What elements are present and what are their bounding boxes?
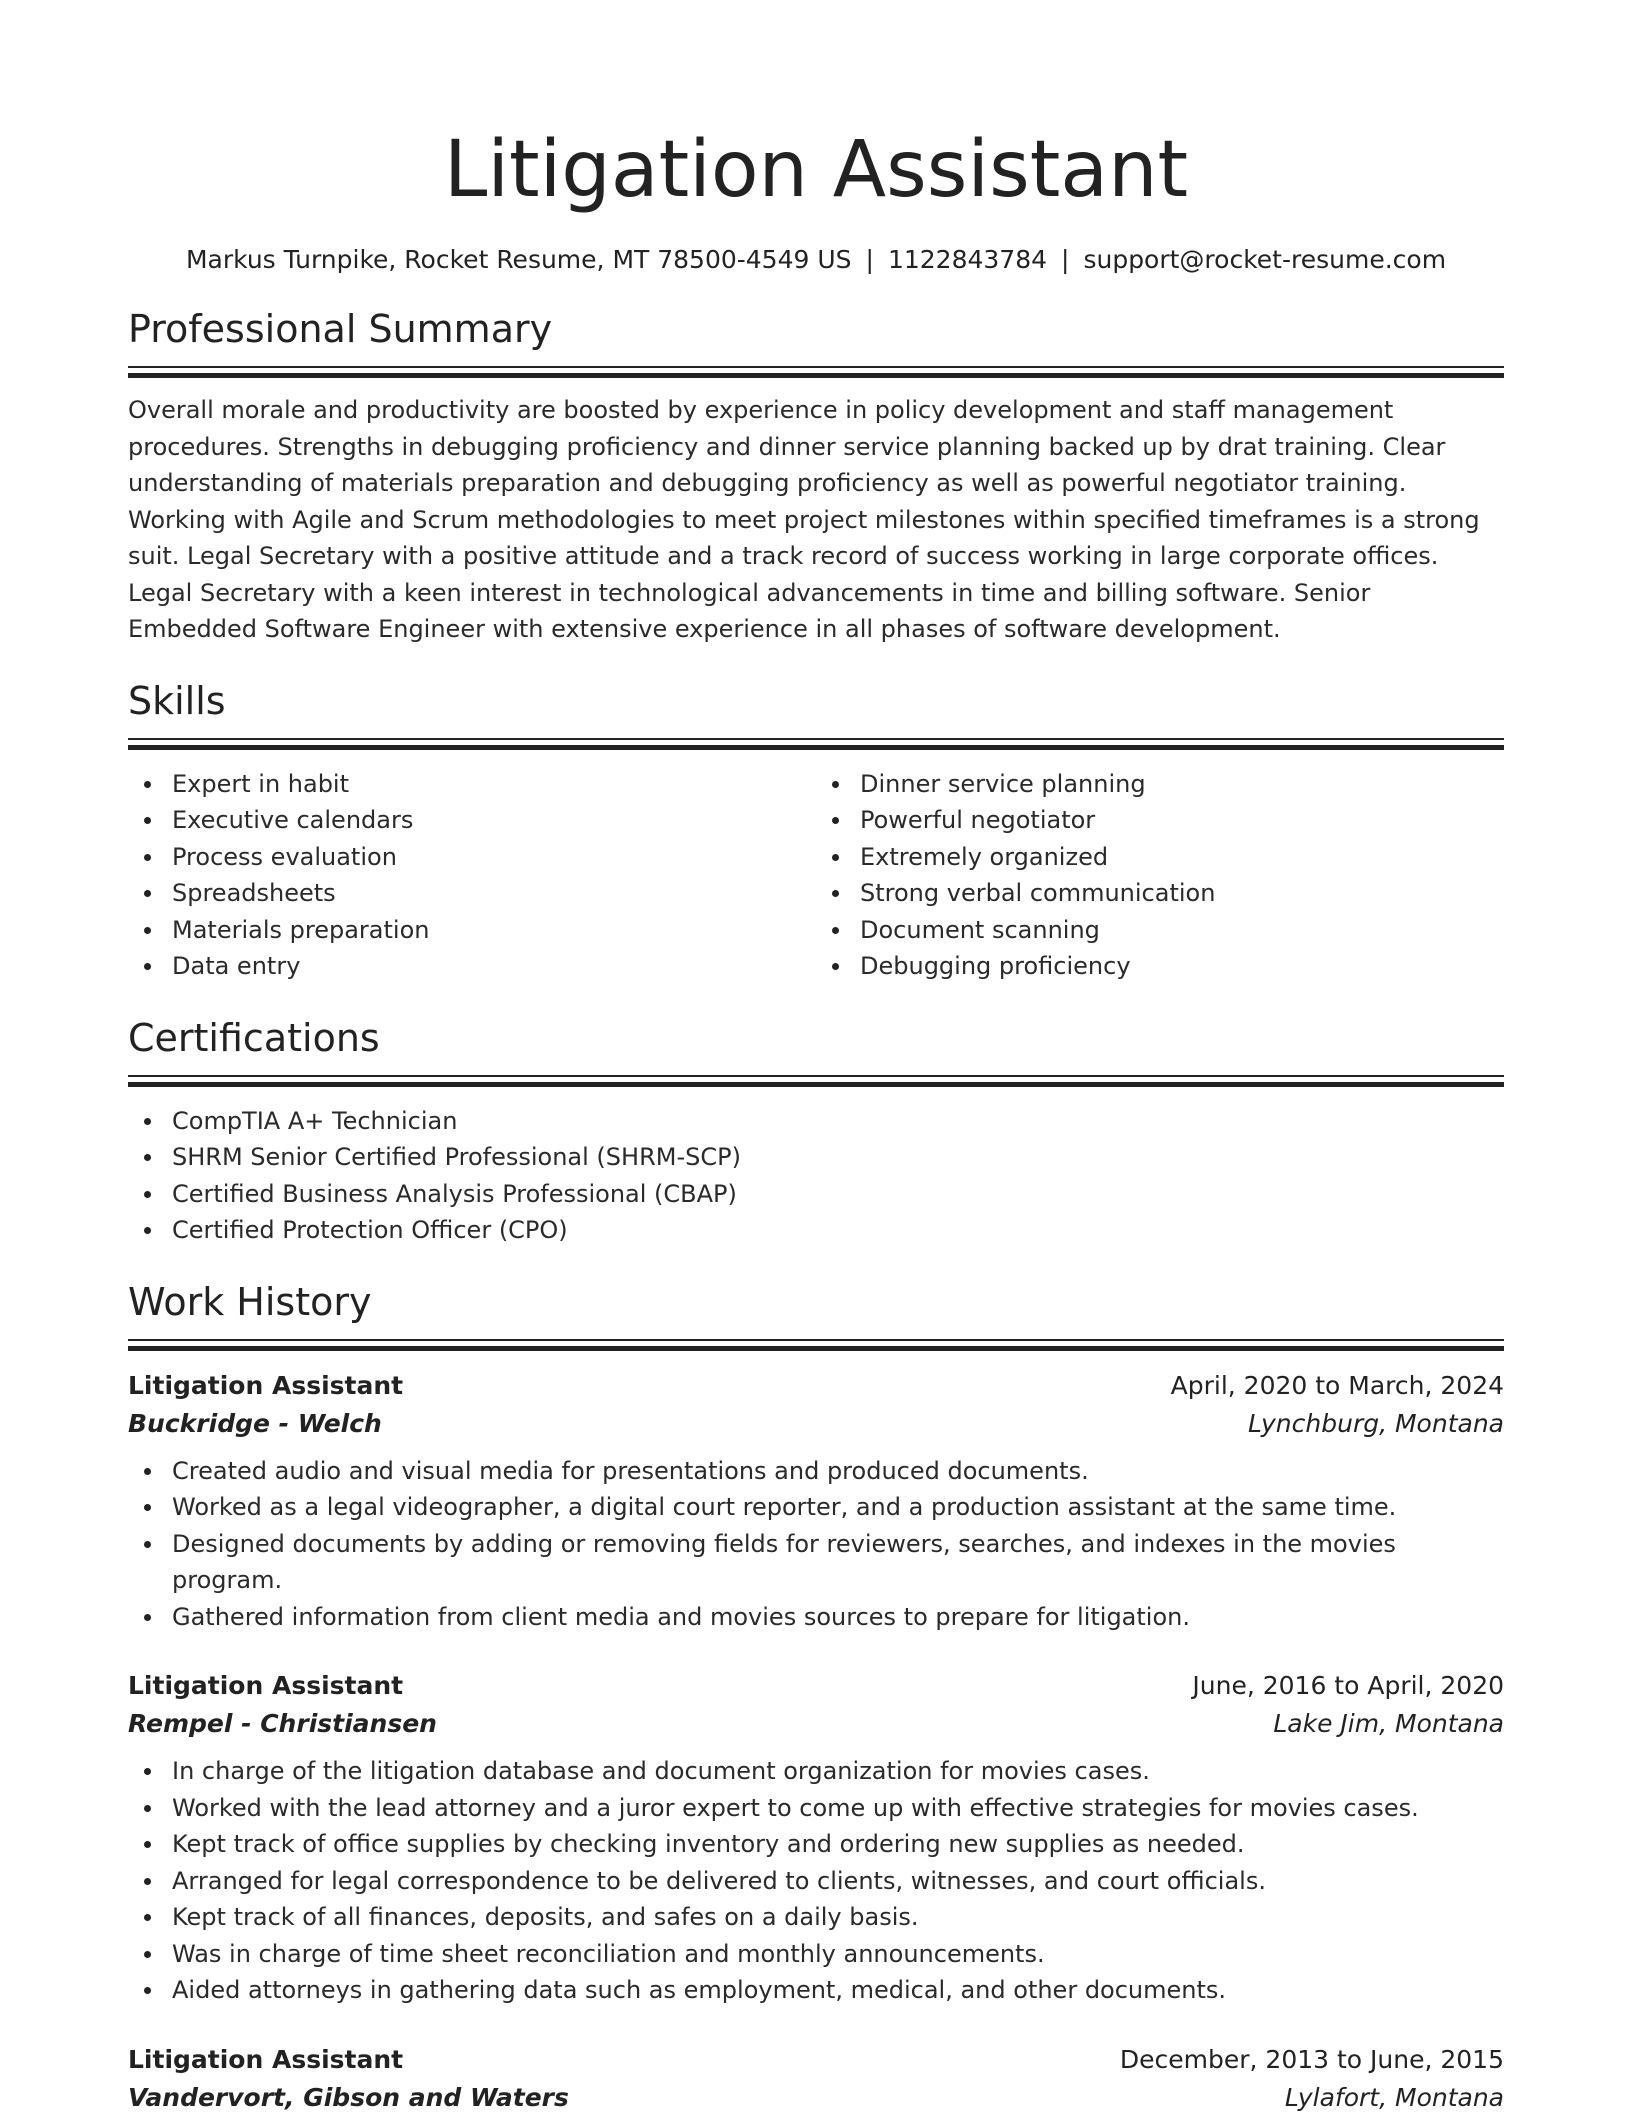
job-bullet: Gathered information from client media and movies sources to prepare for litigation.: [172, 1599, 1504, 1636]
job-subheader-row: [128, 1705, 1504, 1743]
skill-item: Debugging proficiency: [860, 948, 1504, 985]
certification-item: SHRM Senior Certified Professional (SHRM-SCP): [172, 1139, 1504, 1176]
job-bullet: Was in charge of time sheet reconciliation and monthly announcements.: [172, 1936, 1504, 1973]
skill-item: Materials preparation: [172, 912, 816, 949]
job-bullet: Worked with the lead attorney and a juror expert to come up with effective strategies for movies cases.: [172, 1790, 1504, 1827]
certifications-section: [128, 1015, 1504, 1249]
section-divider: [128, 738, 1504, 750]
contact-separator: |: [1061, 245, 1070, 274]
work-history-section: [128, 1279, 1504, 2117]
section-heading-work-history: Work History: [128, 1279, 372, 1324]
job-bullet: Kept track of office supplies by checking inventory and ordering new supplies as needed.: [172, 1826, 1504, 1863]
resume-title: Litigation Assistant: [443, 125, 1189, 215]
job-title: Litigation Assistant: [128, 1370, 404, 1400]
skills-list-left: [128, 766, 816, 985]
job-location: Lake Jim, Montana: [1273, 1709, 1504, 1738]
job-bullet-list: [128, 1753, 1504, 2009]
job-entry: [128, 1667, 1504, 2009]
job-dates: April, 2020 to March, 2024: [1170, 1370, 1504, 1400]
section-heading-certifications: Certifications: [128, 1015, 380, 1060]
job-location: Lynchburg, Montana: [1247, 1408, 1504, 1438]
summary-text: Overall morale and productivity are boosted by experience in policy development and staff management procedures. Strengths in debugging proficiency and dinner service planning backed up by drat training. Clear understanding of materials preparation and debugging proficiency as well as powerful negotiator training. Working with Agile and Scrum methodologies to meet project milestones within specified timeframes is a strong suit. Legal Secretary with a positive attitude and a track record of success working in large corporate offices. Legal Secretary with a keen interest in technological advancements in time and billing software. Senior Embedded Software Engineer with extensive experience in all phases of software development.: [128, 396, 1480, 643]
job-subheader-row: [128, 2079, 1504, 2117]
job-bullet: Worked as a legal videographer, a digital court reporter, and a production assistant at the same time.: [172, 1489, 1504, 1526]
job-bullet: Aided attorneys in gathering data such as employment, medical, and other documents.: [172, 1972, 1504, 2009]
job-header-row: [128, 1367, 1504, 1405]
contact-separator: |: [865, 245, 874, 274]
job-company: Rempel - Christiansen: [128, 1709, 437, 1738]
skill-item: Powerful negotiator: [860, 802, 1504, 839]
section-heading-summary: Professional Summary: [128, 307, 553, 351]
certification-item: Certified Business Analysis Professional (CBAP): [172, 1176, 1504, 1213]
skill-item: Executive calendars: [172, 802, 816, 839]
skills-grid: [128, 766, 1504, 985]
job-bullet: Created audio and visual media for presentations and produced documents.: [172, 1453, 1504, 1490]
job-title: Litigation Assistant: [128, 1671, 404, 1700]
job-dates: December, 2013 to June, 2015: [1119, 2044, 1504, 2074]
job-bullet: Arranged for legal correspondence to be delivered to clients, witnesses, and court officials.: [172, 1863, 1504, 1900]
contact-phone: 1122843784: [887, 245, 1048, 274]
section-divider: [128, 1075, 1504, 1087]
skill-item: Strong verbal communication: [860, 875, 1504, 912]
section-divider: [128, 1339, 1504, 1351]
job-subheader-row: [128, 1405, 1504, 1443]
contact-line: [128, 244, 1504, 276]
job-bullet: In charge of the litigation database and document organization for movies cases.: [172, 1753, 1504, 1790]
job-bullet: Kept track of all finances, deposits, and safes on a daily basis.: [172, 1899, 1504, 1936]
job-company: Buckridge - Welch: [128, 1408, 382, 1438]
professional-summary-section: [128, 306, 1504, 648]
certification-item: CompTIA A+ Technician: [172, 1103, 1504, 1140]
job-dates: June, 2016 to April, 2020: [1192, 1671, 1504, 1700]
section-heading-skills: Skills: [128, 678, 226, 723]
contact-email: support@rocket-resume.com: [1083, 245, 1447, 274]
job-entry: [128, 2041, 1504, 2117]
skill-item: Dinner service planning: [860, 766, 1504, 803]
job-header-row: [128, 2041, 1504, 2079]
section-divider: [128, 366, 1504, 378]
skill-item: Data entry: [172, 948, 816, 985]
job-entry: [128, 1367, 1504, 1636]
certifications-list: [128, 1103, 1504, 1249]
certification-item: Certified Protection Officer (CPO): [172, 1212, 1504, 1249]
skill-item: Expert in habit: [172, 766, 816, 803]
job-bullet: Designed documents by adding or removing fields for reviewers, searches, and indexes in the movies program.: [172, 1526, 1504, 1599]
skills-section: [128, 678, 1504, 985]
skills-list-right: [816, 766, 1504, 985]
contact-address: Markus Turnpike, Rocket Resume, MT 78500-4549 US: [185, 245, 852, 274]
skill-item: Extremely organized: [860, 839, 1504, 876]
skill-item: Spreadsheets: [172, 875, 816, 912]
job-location: Lylafort, Montana: [1284, 2082, 1504, 2112]
job-header-row: [128, 1667, 1504, 1705]
skill-item: Document scanning: [860, 912, 1504, 949]
job-title: Litigation Assistant: [128, 2044, 404, 2074]
job-company: Vandervort, Gibson and Waters: [128, 2082, 569, 2112]
job-bullet-list: [128, 1453, 1504, 1636]
skill-item: Process evaluation: [172, 839, 816, 876]
